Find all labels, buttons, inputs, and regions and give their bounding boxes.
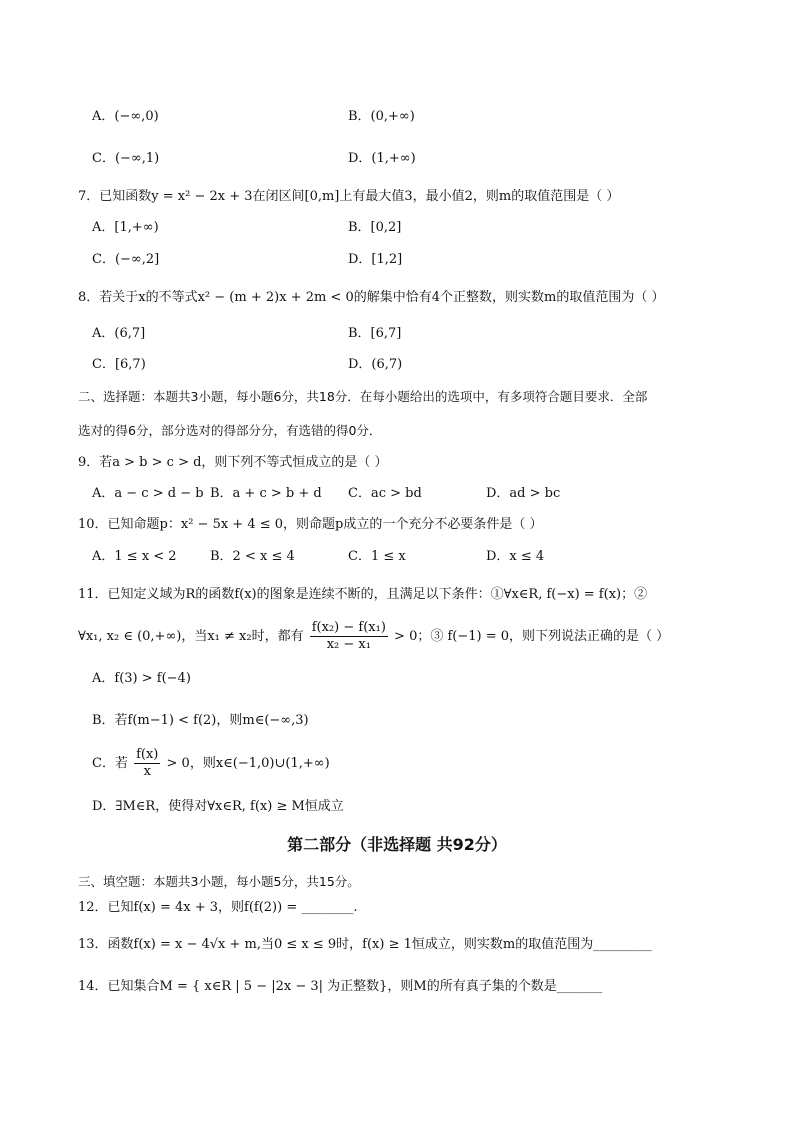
q8-option-d: D．(6,7): [348, 357, 403, 372]
q6-option-a: A．(−∞,0): [92, 109, 159, 124]
q10-option-c: C．1 ≤ x: [348, 549, 406, 564]
q10-option-b: B．2 < x ≤ 4: [210, 549, 295, 564]
q11-option-c-denominator: x: [143, 764, 151, 779]
q11-option-c-fraction: [134, 747, 160, 780]
q11-option-a: A．f(3) > f(−4): [92, 671, 191, 686]
q14-stem: 14．已知集合M = { x∈R | 5 − |2x − 3| 为正整数}，则M的所有真子集的个数是_______: [78, 979, 603, 994]
q9-option-a: A．a − c > d − b: [92, 486, 204, 501]
q11-option-c-post: > 0，则x∈(−1,0)∪(1,+∞): [166, 756, 330, 771]
q7-option-d: D．[1,2]: [348, 252, 403, 267]
q11-option-c-numerator: f(x): [136, 747, 159, 762]
q6-option-d: D．(1,+∞): [348, 151, 416, 166]
q7-option-c: C．(−∞,2]: [92, 252, 160, 267]
section2-line1: 二、选择题：本题共3小题，每小题6分，共18分．在每小题给出的选项中，有多项符合题目要求．全部: [78, 389, 648, 404]
q11-stem2-post: > 0；③ f(−1) = 0，则下列说法正确的是（ ）: [394, 629, 670, 644]
q6-option-b: B．(0,+∞): [348, 109, 415, 124]
q13-stem: 13．函数f(x) = x − 4√x + m,当0 ≤ x ≤ 9时，f(x) ≥ 1恒成立，则实数m的取值范围为_________: [78, 937, 652, 952]
q11-fraction-denominator: x₂ − x₁: [326, 637, 371, 652]
q11-option-c: [92, 747, 330, 781]
q6-option-c: C．(−∞,1): [92, 151, 160, 166]
q7-option-a: A．[1,+∞): [92, 220, 159, 235]
q9-stem: 9．若a > b > c > d，则下列不等式恒成立的是（ ）: [78, 455, 388, 470]
q7-option-b: B．[0,2]: [348, 220, 402, 235]
q7-stem: 7．已知函数y = x² − 2x + 3在闭区间[0,m]上有最大值3，最小值2，则m的取值范围是（ ）: [78, 189, 620, 204]
q10-option-a: A．1 ≤ x < 2: [92, 549, 177, 564]
q8-stem: 8．若关于x的不等式x² − (m + 2)x + 2m < 0的解集中恰有4个正整数，则实数m的取值范围为（ ）: [78, 290, 665, 305]
q9-option-c: C．ac > bd: [348, 486, 422, 501]
q11-fraction-numerator: f(x₂) − f(x₁): [311, 620, 386, 635]
q11-fraction: [310, 620, 388, 653]
q8-option-a: A．(6,7]: [92, 326, 146, 341]
q11-stem-line2: [78, 620, 669, 654]
section3-heading: 三、填空题：本题共3小题，每小题5分，共15分。: [78, 874, 360, 889]
q8-option-b: B．[6,7]: [348, 326, 402, 341]
section2-line2: 选对的得6分，部分选对的得部分分，有选错的得0分．: [78, 423, 382, 438]
q9-option-d: D．ad > bc: [486, 486, 561, 501]
q11-option-b: B．若f(m−1) < f(2)，则m∈(−∞,3): [92, 713, 309, 728]
q11-stem2-pre: ∀x₁, x₂ ∈ (0,+∞)，当x₁ ≠ x₂时，都有: [78, 629, 304, 644]
q11-option-d: D．∃M∈R，使得对∀x∈R, f(x) ≥ M恒成立: [92, 799, 344, 814]
q11-stem-line1: 11．已知定义域为R的函数f(x)的图象是连续不断的，且满足以下条件：①∀x∈R, f(−x) = f(x)；②: [78, 587, 648, 602]
q8-option-c: C．[6,7): [92, 357, 146, 372]
q10-stem: 10．已知命题p：x² − 5x + 4 ≤ 0，则命题p成立的一个充分不必要条件是（ ）: [78, 517, 543, 532]
q10-option-d: D．x ≤ 4: [486, 549, 545, 564]
q12-stem: 12．已知f(x) = 4x + 3，则f(f(2)) = ________.: [78, 900, 358, 915]
q11-option-c-pre: C．若: [92, 756, 128, 771]
q9-option-b: B．a + c > b + d: [210, 486, 322, 501]
part2-title: 第二部分（非选择题 共92分）: [287, 835, 507, 854]
